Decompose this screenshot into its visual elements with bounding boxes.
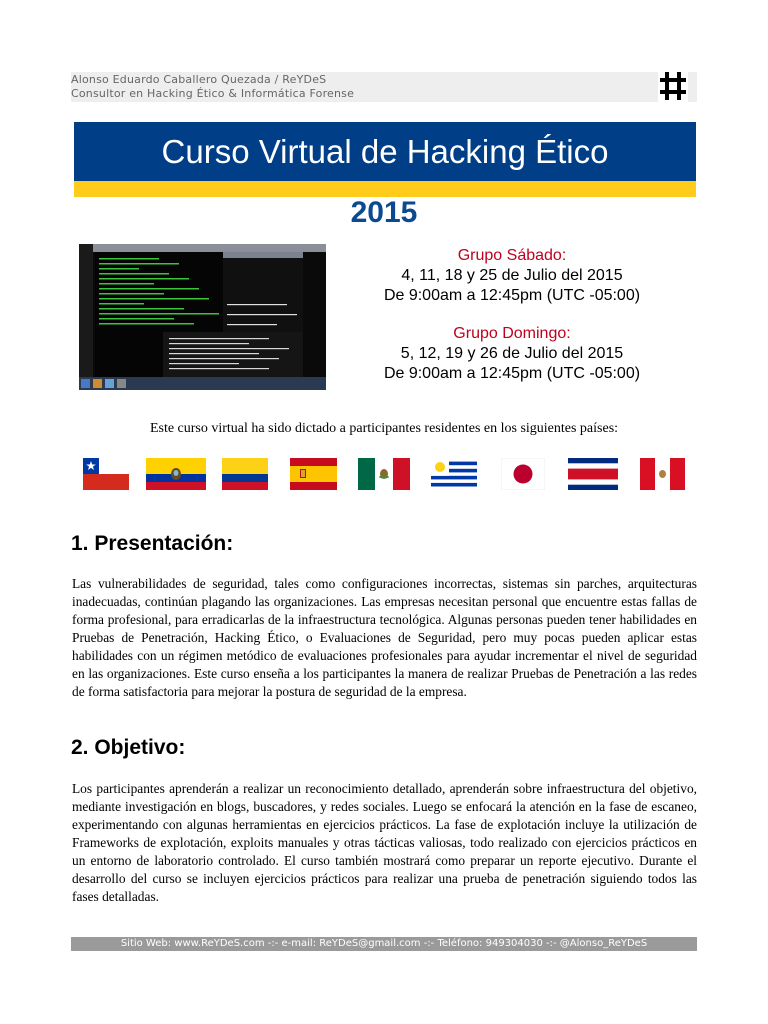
author-title: Consultor en Hacking Ético & Informática Forense — [71, 87, 355, 100]
sunday-group-label: Grupo Domingo: — [453, 325, 571, 342]
section-heading-objetivo: 2. Objetivo: — [71, 736, 186, 759]
saturday-group-label: Grupo Sábado: — [457, 247, 567, 264]
countries-intro: Este curso virtual ha sido dictado a participantes residentes en los siguientes países: — [149, 421, 619, 436]
section-body-objetivo: Los participantes aprenderán a realizar un reconocimiento detallado, aprenderán sobre infraestructura del objetivo, mediante investigación en blogs, buscadores, y redes sociales. Luego se enfocará la atención en la fase de escaneo, experimentando con algunas herramientas en ejercicios prácticos. La fase de explotación incluye la utilización de Frameworks de explotación, exploits manuales y otras tácticas valiosas, todo realizado con ejercicios prácticos en un entorno de laboratorio controlado. El curso también mostrará como preparar un reporte ejecutivo. Durante el desarrollo del curso se incluyen ejercicios prácticos para realizar una prueba de penetración siguiendo todos las fases detalladas. — [72, 781, 697, 904]
ecuador-flag-icon — [146, 458, 206, 490]
contact-footer: Sitio Web: www.ReYDeS.com -:- e-mail: ReYDeS@gmail.com -:- Teléfono: 949304030 -:- @Alonso_ReYDeS — [71, 937, 697, 951]
hash-logo-icon — [658, 70, 688, 102]
banner-accent-bar — [74, 181, 696, 197]
course-year: 2015 — [350, 196, 418, 229]
saturday-time: De 9:00am a 12:45pm (UTC -05:00) — [383, 287, 641, 304]
sunday-time: De 9:00am a 12:45pm (UTC -05:00) — [383, 365, 641, 382]
colombia-flag-icon — [222, 458, 268, 490]
mexico-flag-icon — [358, 458, 410, 490]
peru-flag-icon — [640, 458, 685, 490]
section-body-presentacion: Las vulnerabilidades de seguridad, tales como configuraciones incorrectas, sistemas sin parches, arquitecturas inadecuadas, continúan plagando las organizaciones. Las empresas necesitan personal que encuentre estas fallas de forma profesional, para erradicarlas de la infraestructura tecnológica. Algunas personas pueden tener habilidades en Pruebas de Penetración, Hacking Ético, o Evaluaciones de Seguridad, pero muy pocas pueden aplicar estas habilidades con un régimen metódico de evaluaciones profesionales para ayudar incrementar el nivel de seguridad en las organizaciones. Este curso enseña a los participantes la manera de realizar Pruebas de Penetración a las redes de forma satisfactoria para mejorar la postura de seguridad de la empresa. — [72, 576, 697, 699]
spain-flag-icon — [290, 458, 337, 490]
sunday-dates: 5, 12, 19 y 26 de Julio del 2015 — [400, 345, 624, 362]
sunday-schedule — [362, 324, 662, 384]
japan-flag-icon — [501, 458, 545, 490]
costa-rica-flag-icon — [568, 458, 618, 490]
saturday-dates: 4, 11, 18 y 25 de Julio del 2015 — [401, 267, 623, 284]
terminal-screenshot-image — [79, 244, 326, 390]
course-title-banner — [74, 122, 696, 181]
course-title: Curso Virtual de Hacking Ético — [161, 133, 609, 170]
uruguay-flag-icon — [431, 458, 477, 490]
chile-flag-icon — [83, 458, 129, 490]
saturday-schedule — [362, 246, 662, 306]
author-name: Alonso Eduardo Caballero Quezada / ReYDeS — [71, 73, 327, 86]
section-heading-presentacion: 1. Presentación: — [71, 532, 234, 555]
